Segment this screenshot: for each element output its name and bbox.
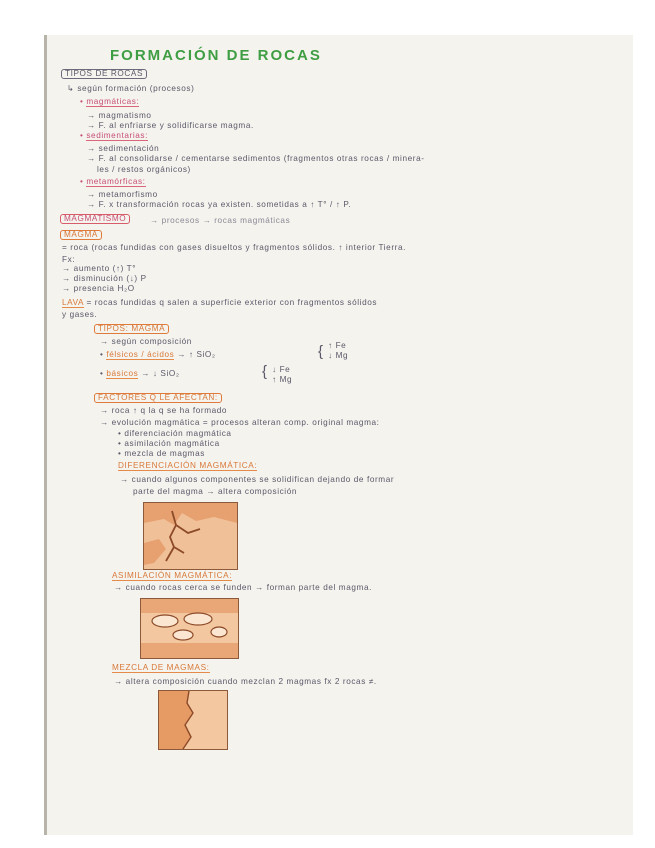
basicos-row: • básicos → ↓ SiO₂ [100,369,180,378]
sedimentarias-item: les / restos orgánicos) [97,165,191,174]
factores-heading: FACTORES Q LE AFECTAN: [94,393,222,403]
felsicos-row: • félsicos / ácidos → ↑ SiO₂ [100,350,216,359]
mezcla-heading: MEZCLA DE MAGMAS: [112,663,210,672]
magmaticas-item: → magmatismo [87,111,152,120]
diferenciacion-text: → cuando algunos componentes se solidifican dejando de formar [120,475,395,484]
magmaticas-item: → F. al enfriarse y solidificarse magma. [87,121,254,130]
asimilacion-sketch [140,598,239,659]
tipos-magma-item: → según composición [100,337,192,346]
diferenciacion-heading: DIFERENCIACIÓN MAGMÁTICA: [118,461,258,470]
factores-item: → evolución magmática = procesos alteran comp. original magma: [100,418,380,427]
magma-definition: = roca (rocas fundidas con gases disueltos y fragmentos sólidos. ↑ interior Tierra. [62,243,407,252]
sedimentarias-item: → sedimentación [87,144,160,153]
metamorficas-label: • metamórficas: [80,177,146,186]
diferenciacion-sketch [143,502,238,570]
page-title: FORMACIÓN DE ROCAS [110,47,322,64]
tipos-heading: TIPOS DE ROCAS [61,69,147,79]
factores-subitem: • asimilación magmática [118,439,220,448]
magma-label: MAGMA [60,230,102,240]
factores-subitem: • mezcla de magmas [118,449,205,458]
metamorficas-item: → metamorfismo [87,190,158,199]
factores-item: → roca ↑ q la q se ha formado [100,406,228,415]
diferenciacion-text-cont: parte del magma → altera composición [133,487,298,496]
fx-label: Fx: [62,255,76,264]
brace-icon: { [318,343,324,360]
mezcla-text: → altera composición cuando mezclan 2 magmas fx 2 rocas ≠. [114,677,377,686]
factores-subitem: • diferenciación magmática [118,429,232,438]
magmaticas-label: • magmáticas: [80,97,140,106]
fx-item: → aumento (↑) T° [62,264,137,273]
magmatismo-heading: MAGMATISMO [60,214,130,224]
sedimentarias-item: → F. al consolidarse / cementarse sedimentos (fragmentos otras rocas / minera- [87,154,425,163]
magmatismo-note: → procesos → rocas magmáticas [150,216,291,225]
brace-value: ↓ Fe [272,365,291,374]
tipos-intro: ↳ según formación (procesos) [67,84,195,93]
metamorficas-item: → F. x transformación rocas ya existen. sometidas a ↑ T° / ↑ P. [87,200,352,209]
brace-icon: { [262,363,268,380]
fx-item: → presencia H₂O [62,284,135,293]
asimilacion-heading: ASIMILACIÓN MAGMÁTICA: [112,571,233,580]
tipos-magma-heading: TIPOS: MAGMA [94,324,169,334]
brace-value: ↑ Mg [272,375,293,384]
fx-item: → disminución (↓) P [62,274,147,283]
asimilacion-text: → cuando rocas cerca se funden → forman parte del magma. [114,583,372,592]
sedimentarias-label: • sedimentarias: [80,131,148,140]
brace-value: ↑ Fe [328,341,347,350]
mezcla-sketch [158,690,228,750]
brace-value: ↓ Mg [328,351,349,360]
lava-definition: LAVA = rocas fundidas q salen a superficie exterior con fragmentos sólidos [62,298,378,307]
lava-definition-cont: y gases. [62,310,98,319]
